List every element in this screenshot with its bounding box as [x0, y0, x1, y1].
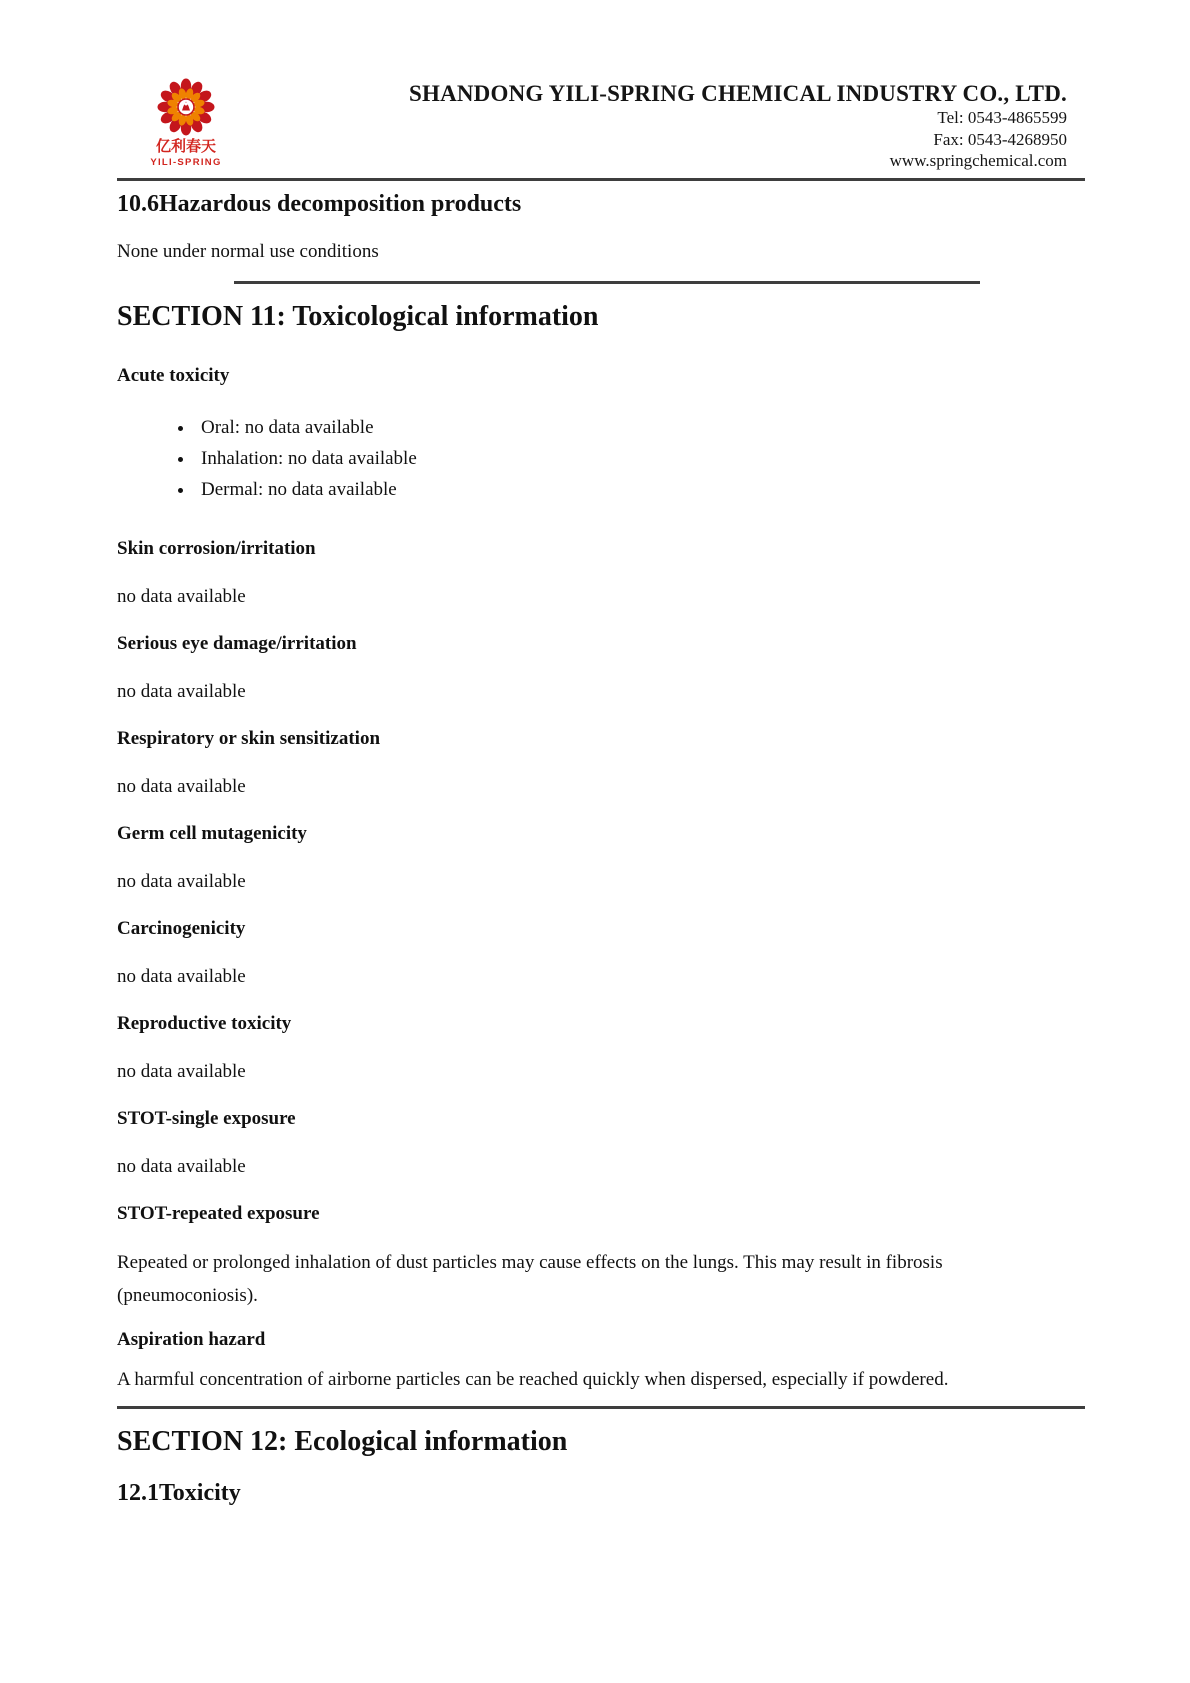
section-11-heading: SECTION 11: Toxicological information: [117, 300, 599, 332]
list-item: • Oral: no data available: [195, 412, 1085, 443]
acute-toxicity-list: [117, 412, 1085, 505]
aspiration-hazard-heading: Aspiration hazard: [117, 1329, 266, 1350]
company-logo: [138, 78, 234, 169]
list-item: • Dermal: no data available: [195, 474, 1085, 505]
stot-single-body: no data available: [117, 1155, 246, 1177]
telephone-number: Tel: 0543-4865599: [937, 108, 1067, 127]
stot-repeated-heading: STOT-repeated exposure: [117, 1203, 320, 1224]
skin-corrosion-heading: Skin corrosion/irritation: [117, 537, 316, 559]
heading-12-1: 12.1Toxicity: [117, 1480, 241, 1506]
mutagenicity-heading: Germ cell mutagenicity: [117, 823, 307, 844]
header-contact-block: [409, 78, 1067, 172]
eye-damage-body: no data available: [117, 680, 246, 702]
mutagenicity-body: no data available: [117, 870, 246, 892]
logo-english-text: YILI-SPRING: [150, 157, 222, 168]
stot-repeated-body: Repeated or prolonged inhalation of dust particles may cause effects on the lungs. This may result in fibrosis (pneumoconiosis).: [117, 1252, 943, 1306]
fax-number: Fax: 0543-4268950: [933, 129, 1067, 149]
section-divider: [117, 1406, 1085, 1409]
page-header: [0, 0, 1190, 172]
logo-chinese-text: 亿利春天: [155, 139, 216, 155]
eye-damage-heading: Serious eye damage/irritation: [117, 633, 357, 654]
company-name: SHANDONG YILI-SPRING CHEMICAL INDUSTRY CO., LTD.: [408, 81, 1067, 106]
sensitization-heading: Respiratory or skin sensitization: [117, 728, 381, 749]
flower-logo-icon: [157, 78, 215, 136]
reproductive-toxicity-body: no data available: [117, 1060, 246, 1082]
aspiration-hazard-body: A harmful concentration of airborne particles can be reached quickly when dispersed, especially if powdered.: [117, 1369, 949, 1390]
section-12-heading: SECTION 12: Ecological information: [117, 1426, 568, 1457]
header-divider: [117, 178, 1085, 181]
carcinogenicity-body: no data available: [117, 965, 246, 987]
list-item: • Inhalation: no data available: [195, 443, 1085, 474]
carcinogenicity-heading: Carcinogenicity: [117, 918, 246, 939]
section-divider: [234, 281, 980, 284]
stot-single-heading: STOT-single exposure: [117, 1108, 296, 1129]
reproductive-toxicity-heading: Reproductive toxicity: [117, 1013, 292, 1034]
acute-toxicity-heading: Acute toxicity: [117, 364, 230, 386]
heading-10-6: 10.6Hazardous decomposition products: [117, 190, 522, 217]
skin-corrosion-body: no data available: [117, 585, 246, 607]
website-url: www.springchemical.com: [889, 151, 1067, 170]
sensitization-body: no data available: [117, 775, 246, 797]
paragraph-10-6: None under normal use conditions: [117, 240, 379, 262]
document-body: [0, 189, 1190, 1509]
